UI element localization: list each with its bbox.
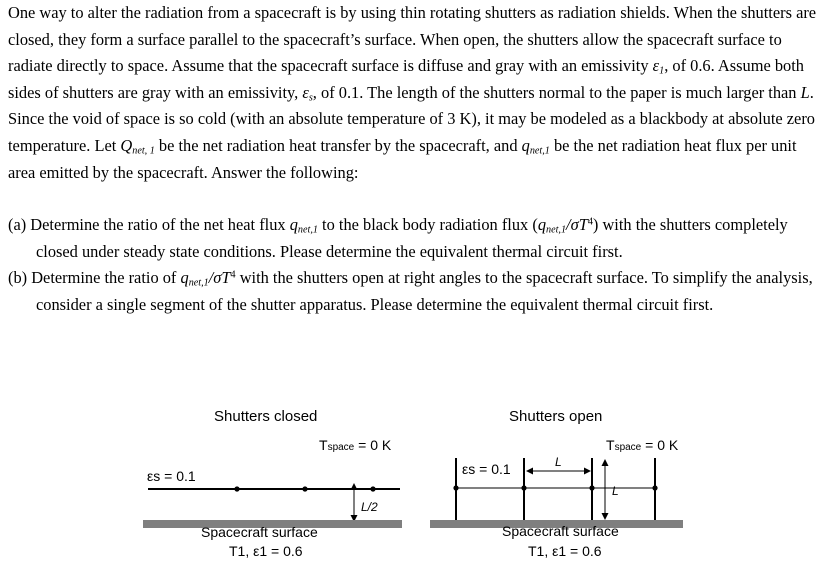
part-b-text-2: with the shutters open at right angles to the spacecraft surface. To simplify the analysis, consider a single segment of the shutter apparatus. Please determine the equivalent thermal circuit first. (36, 268, 813, 314)
part-a-sigma: σ (570, 215, 579, 235)
q-net-total-symbol: Q (120, 135, 133, 155)
closed-shutters-diagram (143, 408, 402, 559)
q-net-total-subscript: net, 1 (132, 145, 155, 157)
closed-shutter-pivot-1 (234, 486, 239, 491)
intro-text-6: be the net radiation heat flux per unit area emitted by the spacecraft. Answer the following: (8, 135, 797, 182)
closed-shutter-pivot-2 (302, 486, 307, 491)
intro-text-1: One way to alter the radiation from a spacecraft is by using thin rotating shutters as radiation shields. When the shutters are closed, they form a surface parallel to the spacecraft’s surface. When open, the shutters allow the spacecraft surface to radiate directly to space. Assume that the spacecraft surface is diffuse and gray with an emissivity (8, 3, 817, 76)
q-net-flux-symbol: q (521, 135, 530, 155)
closed-tspace-label (319, 437, 392, 453)
open-tspace-label (606, 437, 679, 453)
open-length-dimension-label: L (612, 484, 619, 498)
closed-tspace-T: T (319, 437, 328, 453)
intro-text-5: be the net radiation heat transfer by the spacecraft, and (154, 135, 522, 155)
part-a-text-1: (a) Determine the ratio of the net heat flux (8, 215, 290, 235)
part-b-text-1: (b) Determine the ratio of (8, 268, 181, 288)
open-shutters-diagram (430, 408, 683, 559)
open-tspace-value: = 0 K (641, 437, 679, 453)
closed-tspace-value: = 0 K (354, 437, 392, 453)
open-spacing-dimension-label: L (555, 455, 562, 469)
closed-shutter-pivot-3 (370, 486, 375, 491)
closed-tspace-subscript: space (327, 442, 355, 453)
intro-text-2: , of 0.6. Assume both sides of shutters are gray with an emissivity, (8, 56, 804, 102)
q-net-flux-subscript: net,1 (529, 145, 550, 157)
open-surface-label: Spacecraft surface (502, 523, 619, 539)
open-tspace-T: T (606, 437, 615, 453)
part-a-q2-symbol: q (537, 215, 547, 235)
intro-text-3: , of 0.1. The length of the shutters normal to the paper is much larger than (312, 82, 801, 102)
open-surface-properties: T1, ε1 = 0.6 (528, 543, 602, 559)
open-tspace-subscript: space (614, 442, 642, 453)
closed-title: Shutters closed (214, 408, 318, 425)
part-a-text-3: ) with the shutters completely closed under steady state conditions. Please determine the equivalent thermal circuit first. (36, 215, 788, 261)
closed-surface-label: Spacecraft surface (201, 524, 318, 540)
epsilon-s-subscript: s (308, 92, 313, 104)
part-b-slash: / (208, 268, 214, 288)
part-b-sigma: σ (213, 268, 222, 288)
intro-text-4: . Since the void of space is so cold (with an absolute temperature of 3 K), it may be modeled as a blackbody at absolute zero temperature. Let (8, 82, 815, 155)
part-a-temperature: T (578, 215, 588, 235)
part-a-text-2: to the black body radiation flux ( (317, 215, 538, 235)
closed-surface-properties: T1, ε1 = 0.6 (229, 543, 303, 559)
epsilon-s-symbol: ε (302, 82, 309, 102)
epsilon-1-subscript: 1 (659, 65, 665, 77)
part-b-q-symbol: q (180, 268, 189, 288)
part-a-exponent: 4 (587, 216, 593, 228)
part-a-q2-subscript: net,1 (546, 224, 567, 236)
part-a-q-symbol: q (289, 215, 298, 235)
closed-shutter-emissivity: εs = 0.1 (147, 468, 196, 484)
epsilon-1-symbol: ε (652, 56, 660, 76)
part-a-q-subscript: net,1 (297, 224, 318, 236)
length-symbol: L (800, 82, 810, 102)
part-b-q-subscript: net,1 (188, 277, 209, 289)
closed-gap-dimension-label: L/2 (361, 500, 378, 514)
open-title: Shutters open (509, 408, 603, 425)
part-a-slash: / (566, 215, 571, 235)
open-shutter-emissivity: εs = 0.1 (462, 461, 511, 477)
part-b-temperature: T (221, 268, 231, 288)
part-b-exponent: 4 (230, 269, 236, 281)
